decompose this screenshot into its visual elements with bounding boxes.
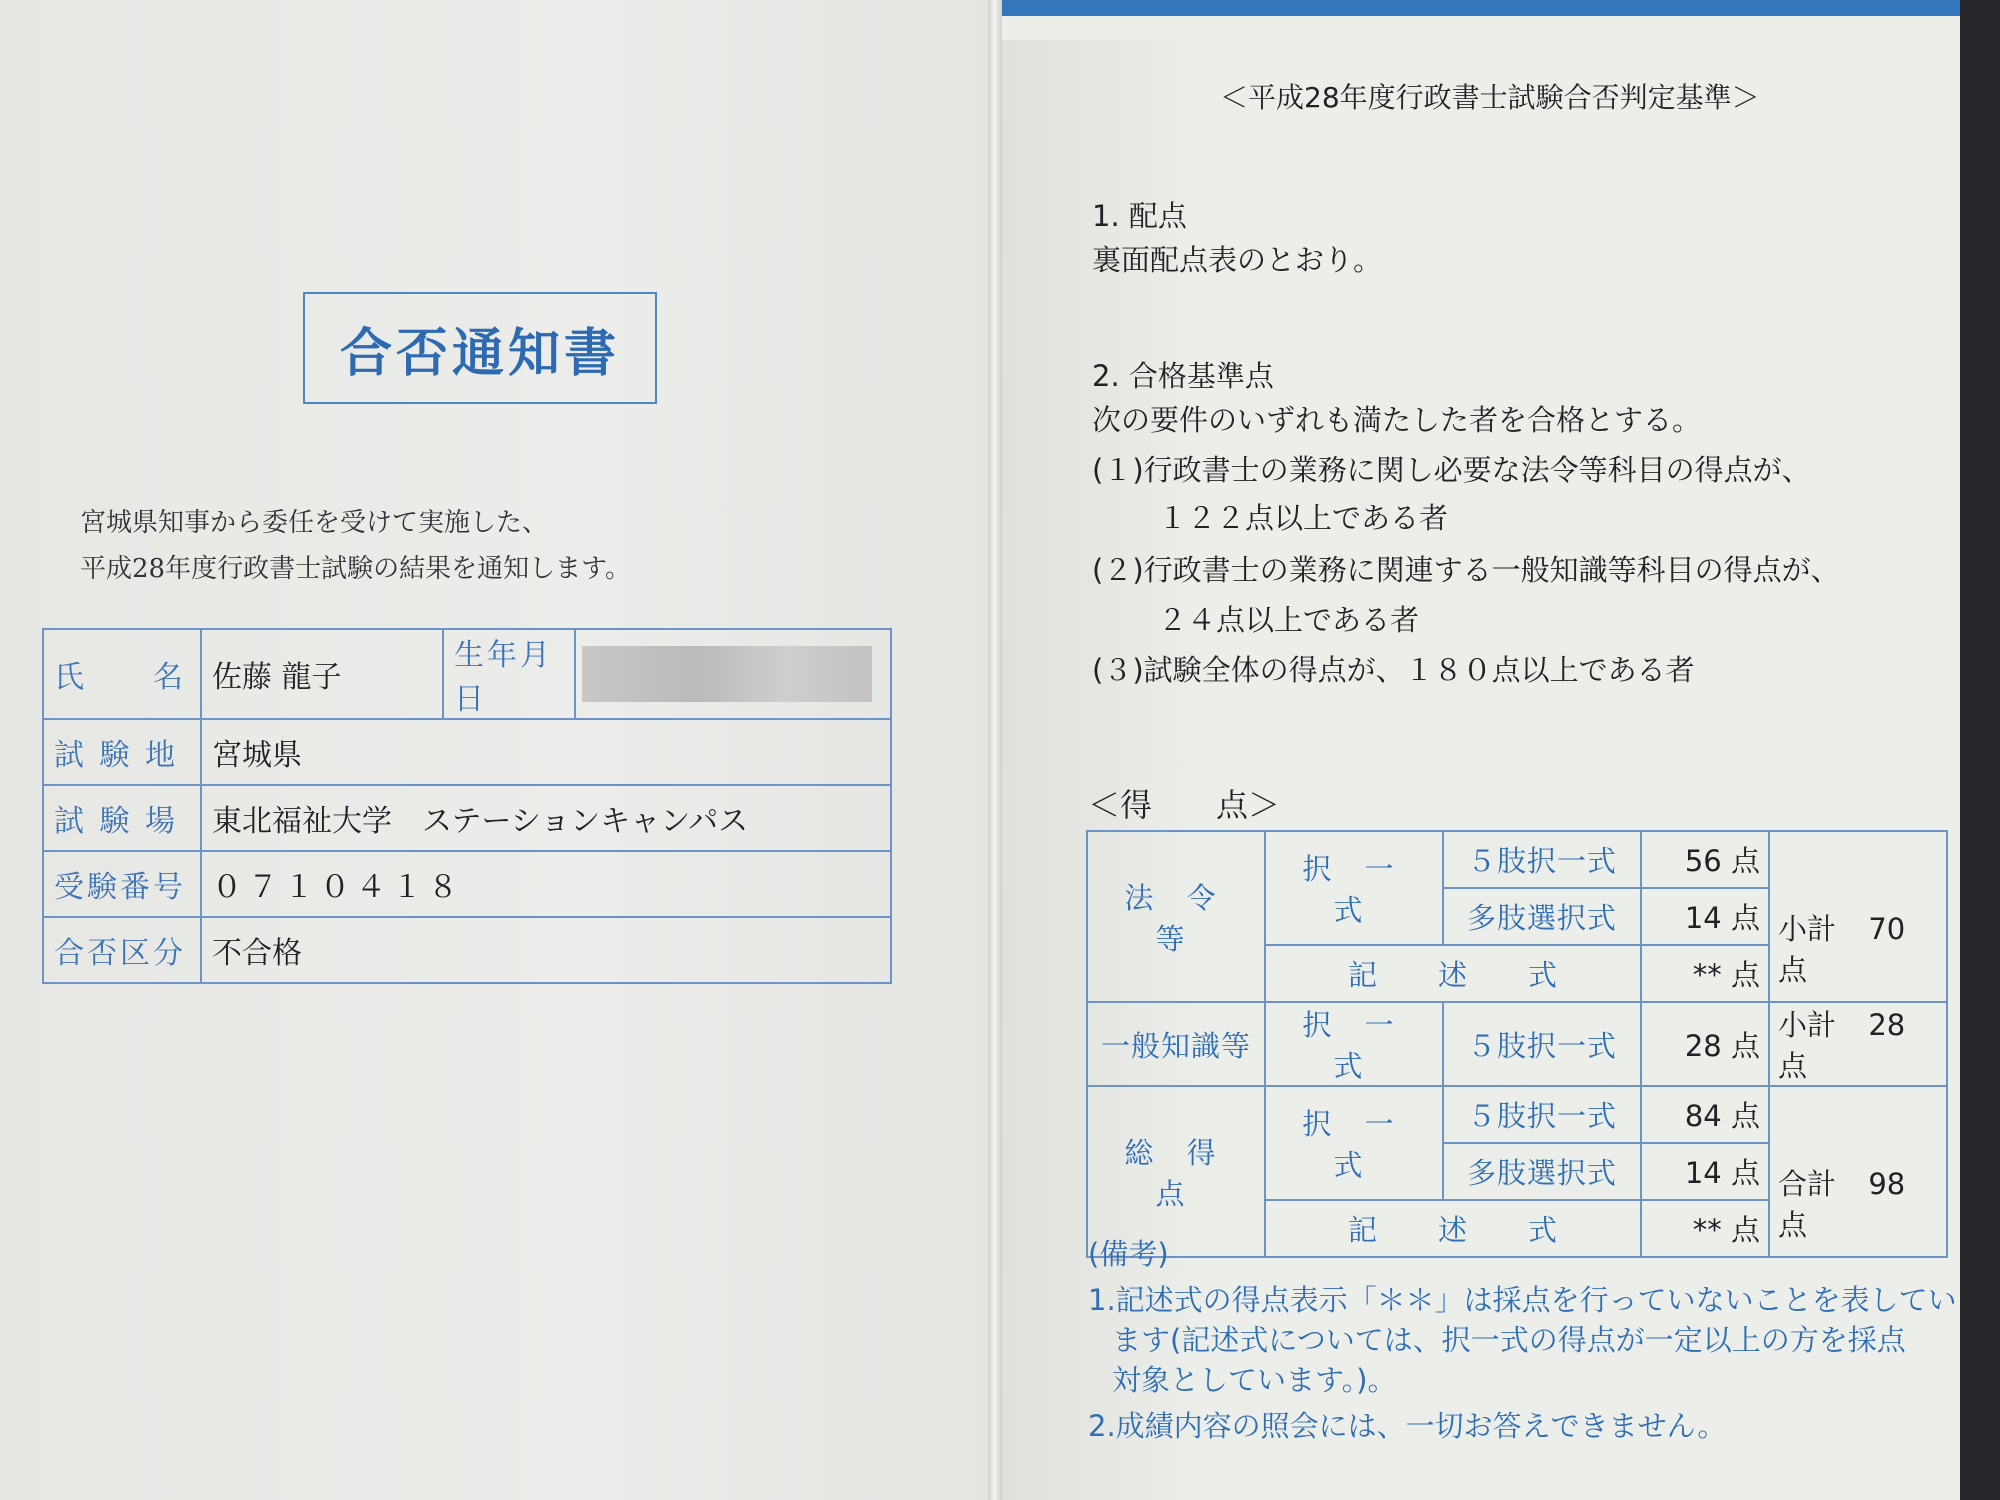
unit: 点	[1730, 844, 1760, 878]
law-five-score	[1641, 831, 1769, 888]
number-label: 受験番号	[43, 851, 201, 917]
result-value: 不合格	[201, 917, 891, 983]
notes-title: (備考)	[1088, 1237, 1169, 1271]
top-strip-inner	[1000, 16, 1960, 40]
venue-value: 東北福祉大学 ステーションキャンパス	[201, 785, 891, 851]
total-five-score	[1641, 1086, 1769, 1143]
unit: 点	[1778, 1208, 1808, 1242]
requirement-2b: ２４点以上である者	[1158, 603, 1420, 637]
title-box	[303, 292, 657, 404]
intro-line-2: 平成28年度行政書士試験の結果を通知します。	[80, 554, 632, 584]
table-row	[1087, 1002, 1947, 1086]
name-label: 氏 名	[43, 629, 201, 719]
total-written-label: 記 述 式	[1265, 1200, 1641, 1257]
criteria-heading: ＜平成28年度行政書士試験合否判定基準＞	[1220, 81, 1760, 114]
number-value: ０７１０４１８	[201, 851, 891, 917]
requirement-3: (３)試験全体の得点が、１８０点以上である者	[1092, 653, 1695, 687]
birth-value-cell	[575, 629, 891, 719]
unit: 点	[1778, 953, 1808, 987]
law-subtotal	[1769, 831, 1947, 1002]
page-fold	[988, 0, 1002, 1500]
table-row	[1087, 1086, 1947, 1143]
note-1b: ます(記述式については、択一式の得点が一定以上の方を採点	[1112, 1323, 1906, 1357]
site-value: 宮城県	[201, 719, 891, 785]
score-value: 56	[1684, 844, 1722, 878]
section1-text: 裏面配点表のとおり。	[1092, 243, 1383, 277]
subtotal-label: 小計	[1778, 1008, 1837, 1042]
law-written-score	[1641, 945, 1769, 1002]
law-choice-label: 択 一 式	[1265, 831, 1443, 945]
venue-label: 試 験 場	[43, 785, 201, 851]
grand-total	[1769, 1086, 1947, 1257]
general-five-label: ５肢択一式	[1443, 1002, 1641, 1086]
total-written-score	[1641, 1200, 1769, 1257]
general-label: 一般知識等	[1087, 1002, 1265, 1086]
unit: 点	[1730, 1099, 1760, 1133]
redaction-block	[582, 646, 872, 702]
scores-title: ＜得 点＞	[1088, 786, 1281, 824]
requirement-1a: (１)行政書士の業務に関し必要な法令等科目の得点が、	[1092, 453, 1811, 487]
table-row	[43, 785, 891, 851]
total-choice-label: 択 一 式	[1265, 1086, 1443, 1200]
table-row	[43, 629, 891, 719]
requirement-2a: (２)行政書士の業務に関連する一般知識等科目の得点が、	[1092, 553, 1840, 587]
unit: 点	[1778, 1049, 1808, 1083]
total-five-label: ５肢択一式	[1443, 1086, 1641, 1143]
total-multi-score	[1641, 1143, 1769, 1200]
section2-lead: 次の要件のいずれも満たした者を合格とする。	[1092, 403, 1702, 437]
applicant-info-table	[42, 628, 892, 984]
score-value: 14	[1684, 901, 1722, 935]
section1-title: 1. 配点	[1092, 199, 1187, 233]
law-written-label: 記 述 式	[1265, 945, 1641, 1002]
birth-label: 生年月日	[443, 629, 575, 719]
total-multi-label: 多肢選択式	[1443, 1143, 1641, 1200]
score-value: 28	[1684, 1028, 1722, 1063]
subtotal-label: 小計	[1778, 912, 1837, 946]
general-subtotal	[1769, 1002, 1947, 1086]
total-sum-value: 98	[1868, 1167, 1906, 1201]
unit: 点	[1730, 901, 1760, 935]
total-sum-label: 合計	[1778, 1167, 1837, 1201]
site-label: 試 験 地	[43, 719, 201, 785]
table-row	[43, 917, 891, 983]
table-row	[43, 851, 891, 917]
note-1a: 1.記述式の得点表示「＊＊」は採点を行っていないことを表してい	[1088, 1283, 1957, 1317]
background-edge	[1960, 0, 2000, 1500]
intro-line-1: 宮城県知事から委任を受けて実施した、	[80, 508, 549, 538]
subtotal-value: 28	[1868, 1008, 1906, 1042]
unit: 点	[1730, 1213, 1760, 1247]
law-multi-label: 多肢選択式	[1443, 888, 1641, 945]
law-five-label: ５肢択一式	[1443, 831, 1641, 888]
score-value: 84	[1684, 1099, 1722, 1133]
law-label: 法 令 等	[1087, 831, 1265, 1002]
unit: 点	[1730, 958, 1760, 992]
note-2: 2.成績内容の照会には、一切お答えできません。	[1088, 1409, 1727, 1443]
score-value: 14	[1684, 1156, 1722, 1190]
total-label: 総 得 点	[1087, 1086, 1265, 1257]
result-label: 合否区分	[43, 917, 201, 983]
requirement-1b: １２２点以上である者	[1158, 501, 1449, 535]
general-choice-label: 択 一 式	[1265, 1002, 1443, 1086]
unit: 点	[1730, 1156, 1760, 1190]
section2-title: 2. 合格基準点	[1092, 359, 1274, 393]
law-multi-score	[1641, 888, 1769, 945]
unit: 点	[1730, 1028, 1760, 1063]
table-row	[43, 719, 891, 785]
note-1c: 対象としています。)。	[1112, 1363, 1397, 1397]
score-table	[1086, 830, 1948, 1258]
general-five-score	[1641, 1002, 1769, 1086]
score-value: **	[1692, 1213, 1722, 1247]
table-row	[1087, 831, 1947, 888]
score-value: **	[1692, 958, 1722, 992]
name-value: 佐藤 龍子	[201, 629, 443, 719]
subtotal-value: 70	[1868, 912, 1906, 946]
document-title: 合否通知書	[339, 323, 620, 384]
